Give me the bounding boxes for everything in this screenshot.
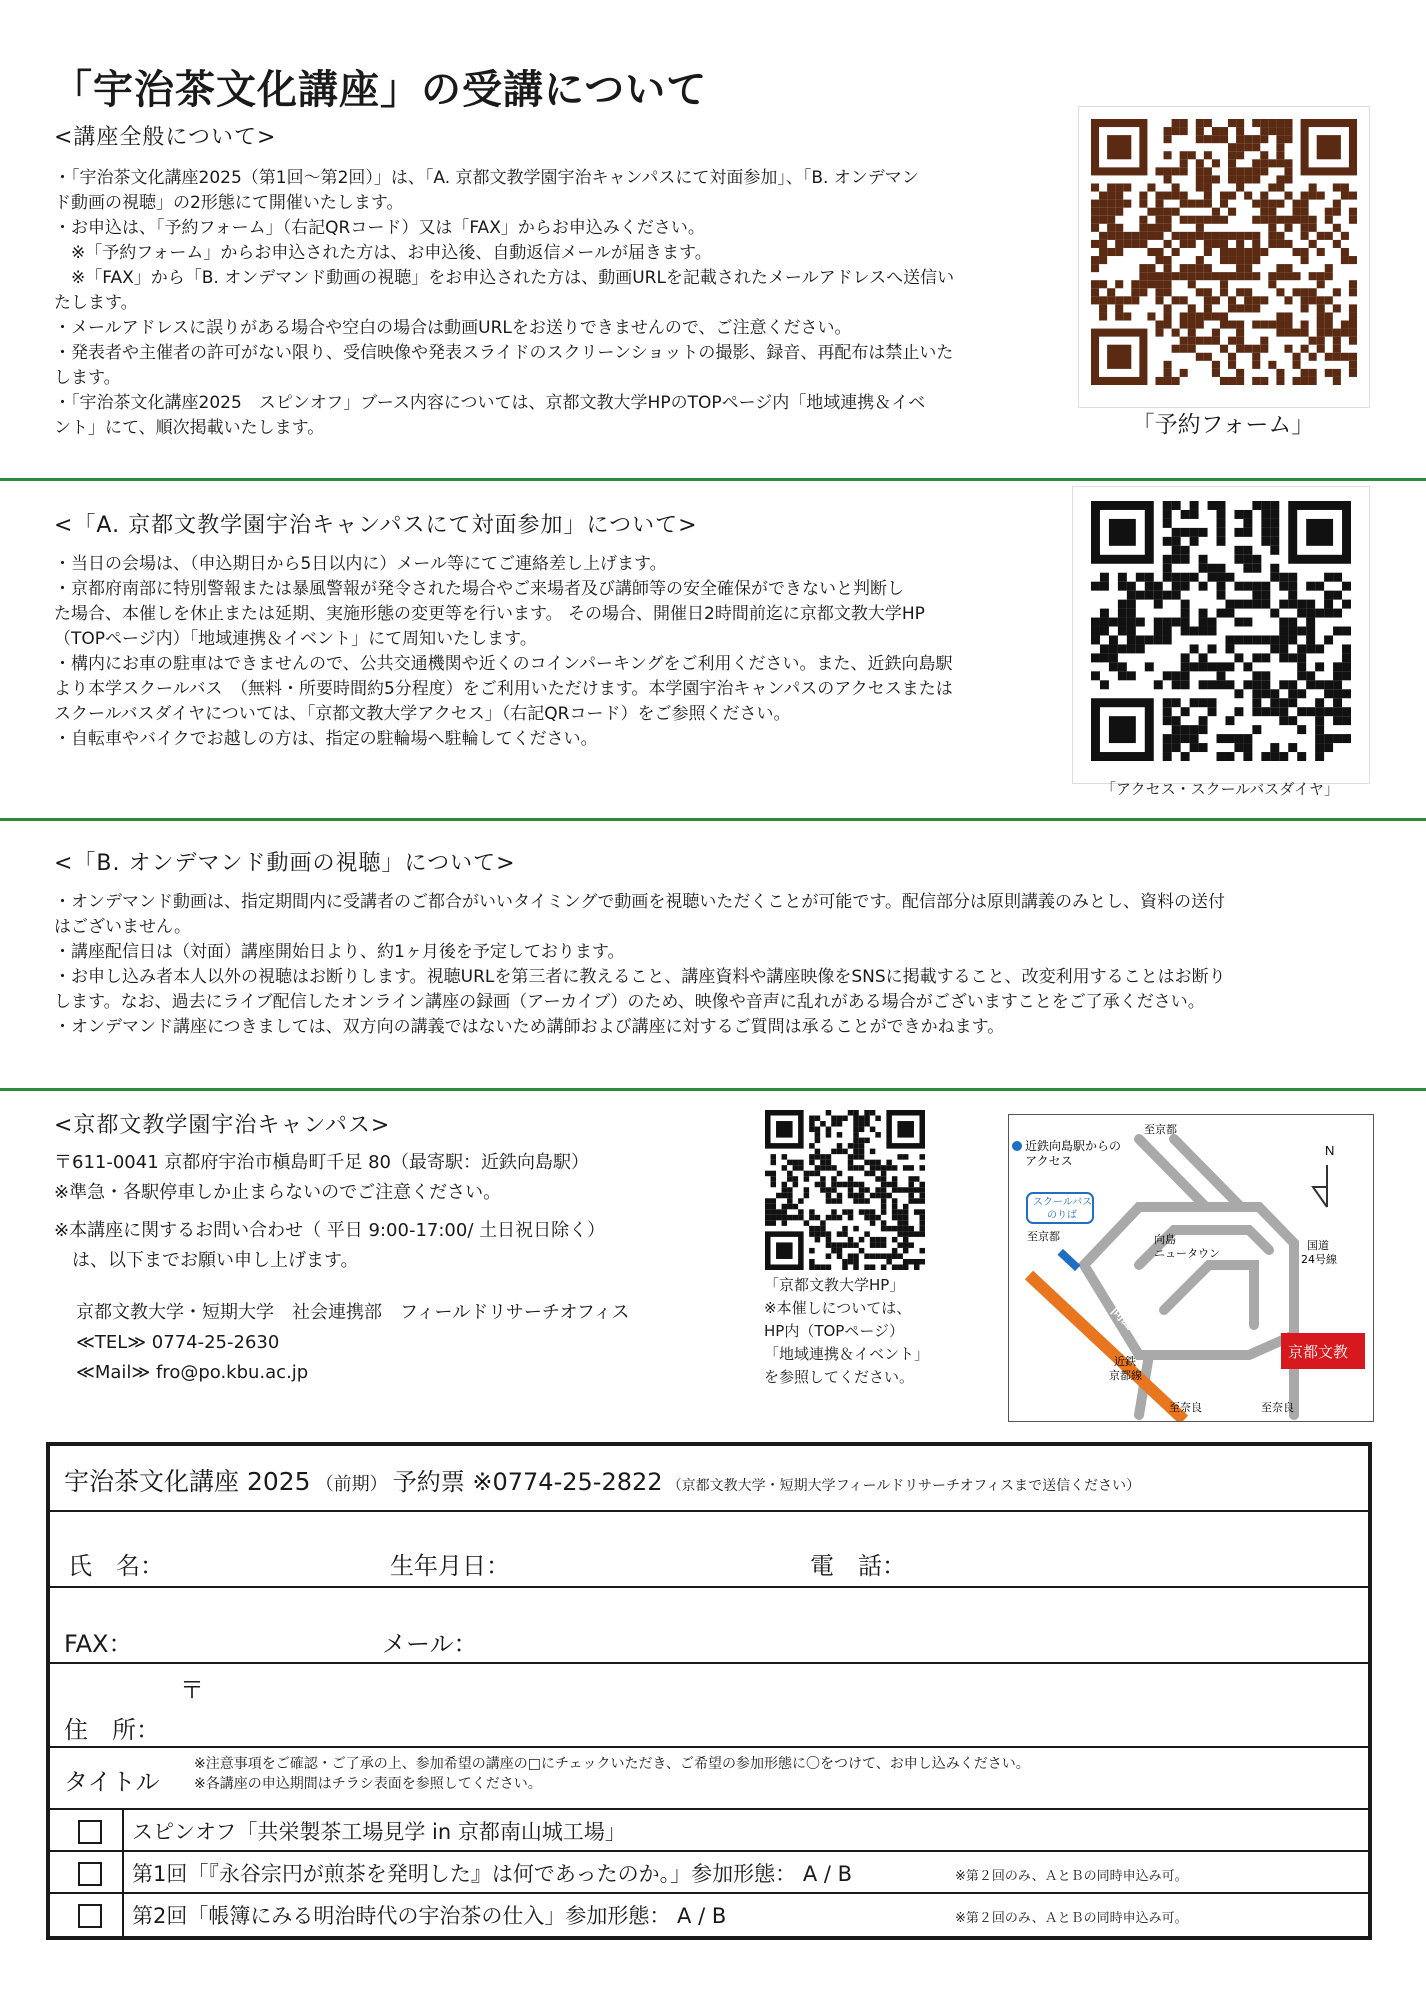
general-text-line: します。 bbox=[54, 368, 121, 388]
qr-caption-line: HP内（TOPページ） bbox=[764, 1322, 905, 1340]
mail-field-label: メール： bbox=[382, 1630, 478, 1658]
campus-address bbox=[54, 1148, 630, 1388]
station-dot-icon bbox=[1012, 1141, 1022, 1151]
form-title-main: 宇治茶文化講座 2025 bbox=[64, 1467, 311, 1496]
section-divider bbox=[0, 1088, 1426, 1091]
onsite-heading: <「A. 京都文教学園宇治キャンパスにて対面参加」について> bbox=[54, 513, 698, 538]
onsite-text-line: スクールバスダイヤについては、「京都文教大学アクセス」（右記QRコード）をご参照ください。 bbox=[54, 704, 791, 724]
ondemand-text-line: します。なお、過去にライブ配信したオンライン講座の録画（アーカイブ）のため、映像や音声に乱れがある場合がございますことをご了承ください。 bbox=[54, 992, 1205, 1012]
onsite-text-line: より本学スクールバス （無料・所要時間約5分程度）をご利用いただけます。本学園宇治キャンパスのアクセスまたは bbox=[54, 679, 953, 699]
onsite-text bbox=[54, 552, 953, 752]
onsite-text-line: ・構内にお車の駐車はできませんので、公共交通機関や近くのコインパーキングをご利用ください。また、近鉄向島駅 bbox=[54, 654, 953, 674]
postal-mark: 〒 bbox=[180, 1676, 204, 1704]
section-divider bbox=[0, 818, 1426, 821]
form-title bbox=[64, 1462, 1140, 1498]
map-label-nara-1: 至奈良 bbox=[1169, 1401, 1202, 1414]
form-row-address bbox=[50, 1664, 1368, 1748]
qr-caption-line: 「地域連携＆イベント」 bbox=[764, 1345, 930, 1363]
address-note: ※準急・各駅停車しか止まらないのでご注意ください。 bbox=[54, 1182, 502, 1203]
onsite-text-line: ・自転車やバイクでお越しの方は、指定の駐輪場へ駐輪してください。 bbox=[54, 729, 598, 749]
general-text-line: ド動画の視聴」の2形態にて開催いたします。 bbox=[54, 193, 404, 213]
title-field-label: タイトル bbox=[64, 1768, 160, 1796]
checkbox-column-divider bbox=[122, 1810, 124, 1936]
map-station-name: 向島駅 bbox=[1107, 1303, 1150, 1344]
birthdate-field-label: 生年月日： bbox=[390, 1552, 510, 1580]
access-qr-caption: 「アクセス・スクールバスダイヤ」 bbox=[1101, 780, 1339, 798]
inquiry-line: ※本講座に関するお問い合わせ（ 平日 9:00-17:00/ 土日祝日除く） bbox=[54, 1220, 606, 1241]
map-label-nara-2: 至奈良 bbox=[1261, 1401, 1294, 1414]
lecture-item-row bbox=[50, 1852, 1368, 1894]
university-hp-qr-code[interactable] bbox=[750, 1102, 940, 1274]
north-arrow-icon bbox=[1313, 1165, 1327, 1207]
onsite-text-line: （TOPページ内）「地域連携＆イベント」にて周知いたします。 bbox=[54, 629, 537, 649]
ondemand-text bbox=[54, 890, 1226, 1040]
map-label-kyoto-top: 至京都 bbox=[1144, 1123, 1177, 1136]
ondemand-text-line: ・オンデマンド講座につきましては、双方向の講義ではないため講師および講座に対するご質問は承ることができかねます。 bbox=[54, 1017, 1005, 1037]
campus-map bbox=[1008, 1114, 1374, 1422]
onsite-text-line: ・当日の会場は、（申込期日から5日以内に）メール等にてご連絡差し上げます。 bbox=[54, 554, 667, 574]
form-title-note: （京都文教大学・短期大学フィールドリサーチオフィスまで送信ください） bbox=[667, 1478, 1141, 1494]
form-notes bbox=[194, 1754, 1030, 1794]
form-title-row bbox=[50, 1446, 1368, 1512]
general-heading: <講座全般について> bbox=[54, 125, 277, 150]
qr-caption-line: ※本催しについては、 bbox=[764, 1299, 912, 1317]
address-line: 〒611-0041 京都府宇治市槇島町千足 80（最寄駅：近鉄向島駅） bbox=[54, 1152, 590, 1173]
general-text-line: ・メールアドレスに誤りがある場合や空白の場合は動画URLをお送りできませんので、ご注意ください。 bbox=[54, 318, 852, 338]
lecture-item-row bbox=[50, 1810, 1368, 1852]
general-text-line: ※「FAX」から「B. オンデマンド動画の視聴」をお申込された方は、動画URLを記載されたメールアドレスへ送信い bbox=[54, 268, 955, 288]
map-label-kyoto-left: 至京都 bbox=[1027, 1230, 1060, 1243]
ondemand-text-line: ・講座配信日は（対面）講座開始日より、約1ヶ月後を予定しております。 bbox=[54, 942, 625, 962]
general-text-line: ・お申込は、「予約フォーム」（右記QRコード）又は「FAX」からお申込みください。 bbox=[54, 218, 705, 238]
lecture-item-label: スピンオフ「共栄製茶工場見学 in 京都南山城工場」 bbox=[132, 1820, 626, 1844]
university-hp-qr-caption bbox=[764, 1274, 964, 1389]
map-route-label-2: 24号線 bbox=[1301, 1253, 1337, 1266]
address-field-label: 住 所： bbox=[64, 1716, 160, 1744]
lecture-item-note: ※第２回のみ、ＡとＢの同時申込み可。 bbox=[955, 1911, 1188, 1926]
lecture-item-note: ※第２回のみ、ＡとＢの同時申込み可。 bbox=[955, 1869, 1188, 1884]
form-note-1: ※注意事項をご確認・ご了承の上、参加希望の講座の□にチェックいただき、ご希望の参加形態に〇をつけて、お申し込みください。 bbox=[194, 1756, 1030, 1772]
onsite-text-line: た場合、本催しを休止または延期、実施形態の変更等を行います。 その場合、開催日2時間前迄に京都文教大学HP bbox=[54, 604, 925, 624]
map-bus-label-2: のりば bbox=[1047, 1210, 1077, 1221]
reservation-qr-caption: 「予約フォーム」 bbox=[1131, 412, 1315, 438]
map-area-label-2: ニュータウン bbox=[1154, 1247, 1220, 1260]
office-name: 京都文教大学・短期大学 社会連携部 フィールドリサーチオフィス bbox=[76, 1302, 630, 1323]
form-title-fax: 予約票 ※0774-25-2822 bbox=[392, 1468, 663, 1496]
map-line-label: 近鉄 bbox=[1114, 1355, 1136, 1368]
lecture-checkbox[interactable] bbox=[78, 1820, 102, 1844]
reservation-qr-code[interactable] bbox=[1078, 106, 1370, 408]
map-bus-label: スクールバス bbox=[1033, 1197, 1093, 1208]
form-note-2: ※各講座の申込期間はチラシ表面を参照してください。 bbox=[194, 1776, 542, 1792]
map-line-label-2: 京都線 bbox=[1109, 1369, 1142, 1382]
lecture-checkbox[interactable] bbox=[78, 1862, 102, 1886]
lecture-item-row bbox=[50, 1894, 1368, 1934]
campus-heading: <京都文教学園宇治キャンパス> bbox=[54, 1113, 391, 1138]
map-station-note: 近鉄向島駅からの bbox=[1025, 1139, 1122, 1153]
qr-caption-line: 「京都文教大学HP」 bbox=[764, 1276, 905, 1294]
north-label: N bbox=[1325, 1143, 1335, 1158]
bus-stop-marker bbox=[1057, 1249, 1080, 1271]
general-text-line: ・「宇治茶文化講座2025 スピンオフ」ブース内容については、京都文教大学HPのTOPページ内「地域連携＆イベ bbox=[54, 393, 926, 413]
general-text-line: ント」にて、順次掲載いたします。 bbox=[54, 418, 325, 438]
ondemand-heading: <「B. オンデマンド動画の視聴」について> bbox=[54, 851, 516, 876]
form-row-contact bbox=[50, 1588, 1368, 1664]
inquiry-line-2: は、以下までお願い申し上げます。 bbox=[54, 1250, 359, 1271]
general-text bbox=[54, 166, 954, 441]
lecture-item-label: 第1回「『永谷宗円が煎茶を発明した』は何であったのか。」参加形態： A / B bbox=[132, 1862, 853, 1886]
phone-field-label: 電 話： bbox=[810, 1552, 906, 1580]
office-tel: ≪TEL≫ 0774-25-2630 bbox=[76, 1332, 280, 1353]
fax-field-label: FAX： bbox=[64, 1630, 133, 1658]
reservation-form bbox=[46, 1442, 1372, 1940]
ondemand-text-line: はございません。 bbox=[54, 917, 192, 937]
form-title-term: （前期） bbox=[315, 1474, 388, 1495]
onsite-text-line: ・京都府南部に特別警報または暴風警報が発令された場合やご来場者及び講師等の安全確保ができないと判断し bbox=[54, 579, 904, 599]
office-mail[interactable]: ≪Mail≫ fro@po.kbu.ac.jp bbox=[76, 1362, 309, 1383]
section-divider bbox=[0, 478, 1426, 481]
general-text-line: ※「予約フォーム」からお申込された方は、お申込後、自動返信メールが届きます。 bbox=[54, 243, 712, 263]
general-text-line: ・発表者や主催者の許可がない限り、受信映像や発表スライドのスクリーンショットの撮影、録音、再配布は禁止いた bbox=[54, 343, 954, 363]
general-text-line: たします。 bbox=[54, 293, 138, 313]
map-area-label: 向島 bbox=[1154, 1233, 1176, 1246]
map-route-label: 国道 bbox=[1307, 1239, 1329, 1252]
form-row-title bbox=[50, 1748, 1368, 1810]
map-destination-label: 京都文教 bbox=[1288, 1343, 1349, 1361]
qr-caption-line: を参照してください。 bbox=[764, 1368, 915, 1386]
lecture-checkbox[interactable] bbox=[78, 1904, 102, 1928]
form-row-name bbox=[50, 1512, 1368, 1588]
name-field-label: 氏 名： bbox=[68, 1552, 164, 1580]
map-station-note-2: アクセス bbox=[1025, 1154, 1073, 1168]
general-text-line: ・「宇治茶文化講座2025（第1回～第2回）」は、「A. 京都文教学園宇治キャンパスにて対面参加」、「B. オンデマン bbox=[54, 168, 919, 188]
ondemand-text-line: ・お申し込み者本人以外の視聴はお断りします。視聴URLを第三者に教えること、講座資料や講座映像をSNSに掲載すること、改変利用することはお断り bbox=[54, 967, 1226, 987]
lecture-item-label: 第2回「帳簿にみる明治時代の宇治茶の仕入」参加形態： A / B bbox=[132, 1904, 727, 1928]
ondemand-text-line: ・オンデマンド動画は、指定期間内に受講者のご都合がいいタイミングで動画を視聴いただくことが可能です。配信部分は原則講義のみとし、資料の送付 bbox=[54, 892, 1225, 912]
access-qr-code[interactable] bbox=[1072, 486, 1370, 784]
page-title: 「宇治茶文化講座」の受講について bbox=[52, 67, 708, 113]
